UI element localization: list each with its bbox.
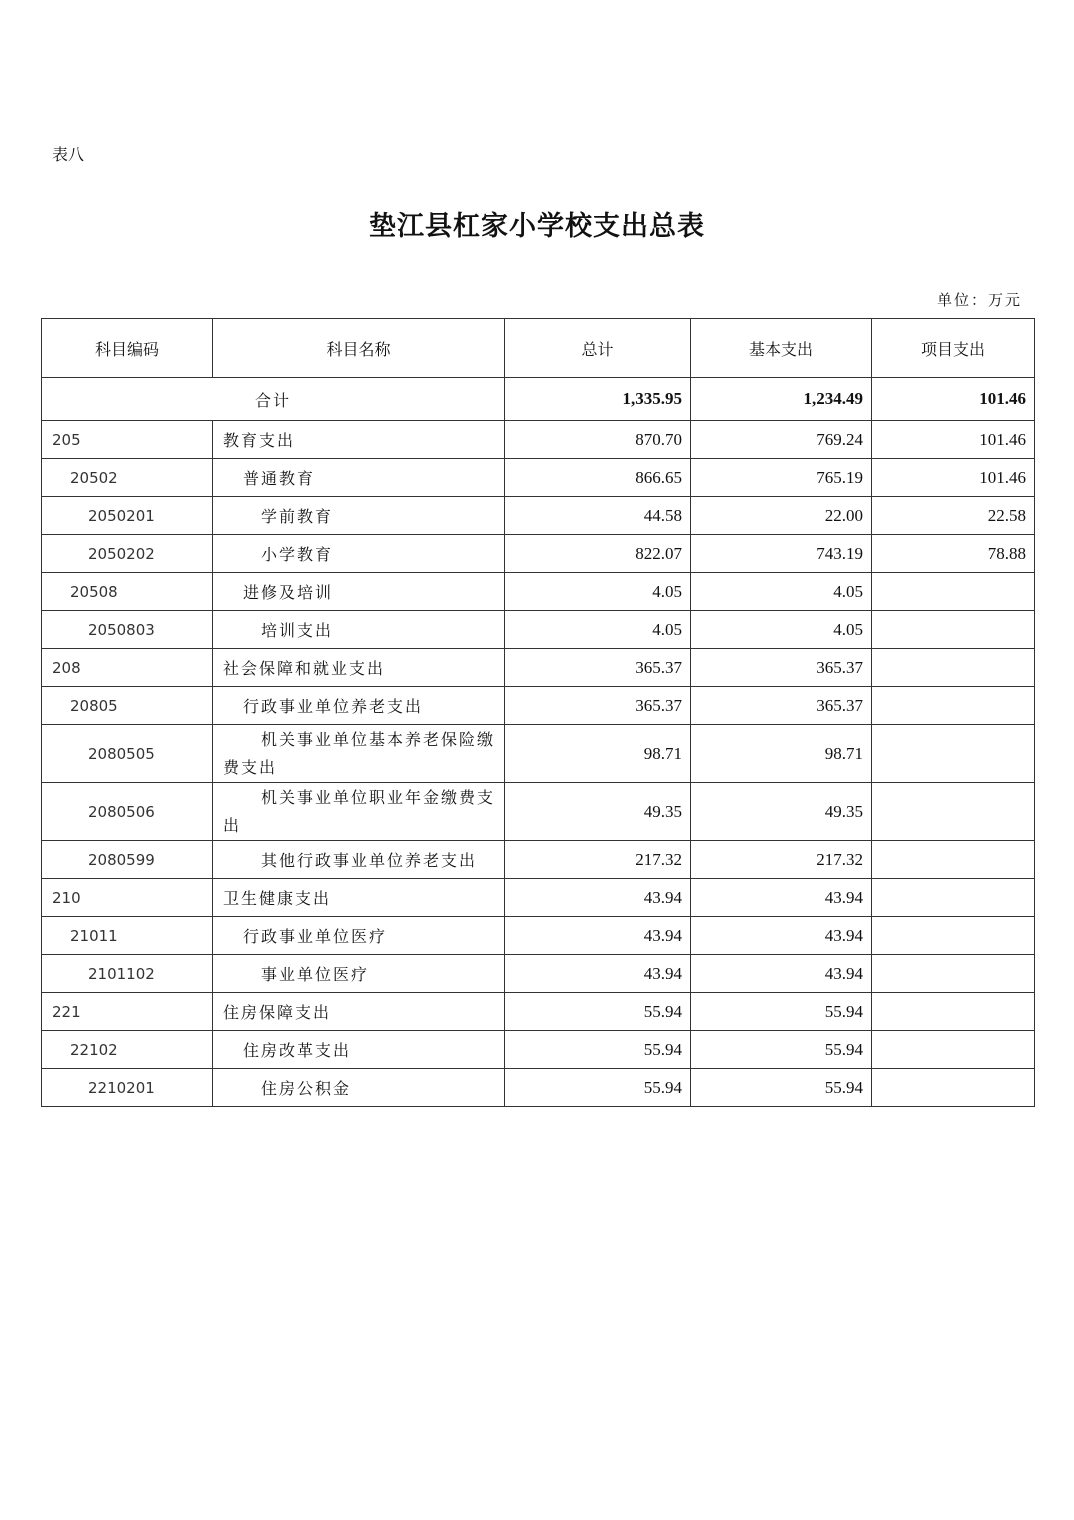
table-number: 表八 — [52, 145, 85, 164]
row-code: 2210201 — [42, 1069, 213, 1107]
row-total: 55.94 — [505, 1031, 691, 1069]
row-name: 社会保障和就业支出 — [213, 649, 505, 687]
row-basic: 217.32 — [691, 841, 872, 879]
row-code: 2080505 — [42, 725, 213, 783]
row-project: 22.58 — [872, 497, 1035, 535]
row-name: 住房保障支出 — [213, 993, 505, 1031]
table-row — [42, 783, 1035, 841]
row-code: 2050803 — [42, 611, 213, 649]
page-title: 垫江县杠家小学校支出总表 — [369, 211, 705, 242]
row-name: 行政事业单位医疗 — [213, 917, 505, 955]
total-basic: 1,234.49 — [691, 378, 872, 421]
row-basic: 365.37 — [691, 649, 872, 687]
row-name: 机关事业单位职业年金缴费支出 — [213, 783, 505, 841]
header-project: 项目支出 — [872, 319, 1035, 378]
total-project: 101.46 — [872, 378, 1035, 421]
table-row — [42, 1031, 1035, 1069]
row-project: 101.46 — [872, 421, 1035, 459]
row-project — [872, 687, 1035, 725]
row-total: 870.70 — [505, 421, 691, 459]
row-basic: 55.94 — [691, 1069, 872, 1107]
row-code: 20502 — [42, 459, 213, 497]
table-row — [42, 497, 1035, 535]
row-basic: 22.00 — [691, 497, 872, 535]
table-row — [42, 535, 1035, 573]
row-name: 住房改革支出 — [213, 1031, 505, 1069]
row-total: 43.94 — [505, 917, 691, 955]
row-project — [872, 611, 1035, 649]
row-code: 2050201 — [42, 497, 213, 535]
row-basic: 43.94 — [691, 955, 872, 993]
row-code: 2050202 — [42, 535, 213, 573]
expenditure-table — [41, 318, 1035, 1107]
row-total: 43.94 — [505, 879, 691, 917]
row-basic: 55.94 — [691, 993, 872, 1031]
row-project — [872, 917, 1035, 955]
table-row — [42, 955, 1035, 993]
row-name: 学前教育 — [213, 497, 505, 535]
row-total: 866.65 — [505, 459, 691, 497]
total-label: 合计 — [42, 378, 505, 421]
row-project — [872, 573, 1035, 611]
header-basic: 基本支出 — [691, 319, 872, 378]
row-code: 208 — [42, 649, 213, 687]
row-project — [872, 841, 1035, 879]
row-name: 普通教育 — [213, 459, 505, 497]
row-project — [872, 879, 1035, 917]
row-project — [872, 783, 1035, 841]
row-code: 22102 — [42, 1031, 213, 1069]
row-project — [872, 725, 1035, 783]
row-basic: 4.05 — [691, 611, 872, 649]
row-basic: 365.37 — [691, 687, 872, 725]
table-row — [42, 917, 1035, 955]
table-header-row — [42, 319, 1035, 378]
row-total: 365.37 — [505, 687, 691, 725]
row-basic: 98.71 — [691, 725, 872, 783]
row-name: 进修及培训 — [213, 573, 505, 611]
row-basic: 43.94 — [691, 917, 872, 955]
row-code: 20805 — [42, 687, 213, 725]
row-total: 4.05 — [505, 611, 691, 649]
row-code: 221 — [42, 993, 213, 1031]
row-code: 2080599 — [42, 841, 213, 879]
row-total: 98.71 — [505, 725, 691, 783]
row-code: 2101102 — [42, 955, 213, 993]
row-basic: 55.94 — [691, 1031, 872, 1069]
row-project — [872, 1069, 1035, 1107]
row-name: 教育支出 — [213, 421, 505, 459]
row-code: 20508 — [42, 573, 213, 611]
row-total: 822.07 — [505, 535, 691, 573]
table-row — [42, 421, 1035, 459]
header-name: 科目名称 — [213, 319, 505, 378]
row-project — [872, 993, 1035, 1031]
row-basic: 743.19 — [691, 535, 872, 573]
row-basic: 769.24 — [691, 421, 872, 459]
row-name: 机关事业单位基本养老保险缴费支出 — [213, 725, 505, 783]
row-code: 21011 — [42, 917, 213, 955]
table-row — [42, 687, 1035, 725]
row-total: 49.35 — [505, 783, 691, 841]
row-total: 55.94 — [505, 1069, 691, 1107]
total-total: 1,335.95 — [505, 378, 691, 421]
row-project — [872, 955, 1035, 993]
row-basic: 4.05 — [691, 573, 872, 611]
row-code: 210 — [42, 879, 213, 917]
table-row — [42, 611, 1035, 649]
row-name: 事业单位医疗 — [213, 955, 505, 993]
row-name: 卫生健康支出 — [213, 879, 505, 917]
table-row — [42, 459, 1035, 497]
header-code: 科目编码 — [42, 319, 213, 378]
row-total: 4.05 — [505, 573, 691, 611]
row-total: 217.32 — [505, 841, 691, 879]
row-basic: 765.19 — [691, 459, 872, 497]
table-row — [42, 725, 1035, 783]
table-row — [42, 1069, 1035, 1107]
row-project: 78.88 — [872, 535, 1035, 573]
row-project — [872, 649, 1035, 687]
unit-label: 单位：万元 — [936, 291, 1022, 309]
row-name: 行政事业单位养老支出 — [213, 687, 505, 725]
table-row — [42, 879, 1035, 917]
row-code: 205 — [42, 421, 213, 459]
table-row — [42, 993, 1035, 1031]
row-total: 365.37 — [505, 649, 691, 687]
row-name: 小学教育 — [213, 535, 505, 573]
row-basic: 49.35 — [691, 783, 872, 841]
row-code: 2080506 — [42, 783, 213, 841]
table-row — [42, 573, 1035, 611]
total-row — [42, 378, 1035, 421]
row-project: 101.46 — [872, 459, 1035, 497]
row-total: 43.94 — [505, 955, 691, 993]
table-row — [42, 841, 1035, 879]
row-name: 培训支出 — [213, 611, 505, 649]
row-total: 44.58 — [505, 497, 691, 535]
row-name: 住房公积金 — [213, 1069, 505, 1107]
row-project — [872, 1031, 1035, 1069]
row-basic: 43.94 — [691, 879, 872, 917]
table-row — [42, 649, 1035, 687]
row-name: 其他行政事业单位养老支出 — [213, 841, 505, 879]
row-total: 55.94 — [505, 993, 691, 1031]
header-total: 总计 — [505, 319, 691, 378]
